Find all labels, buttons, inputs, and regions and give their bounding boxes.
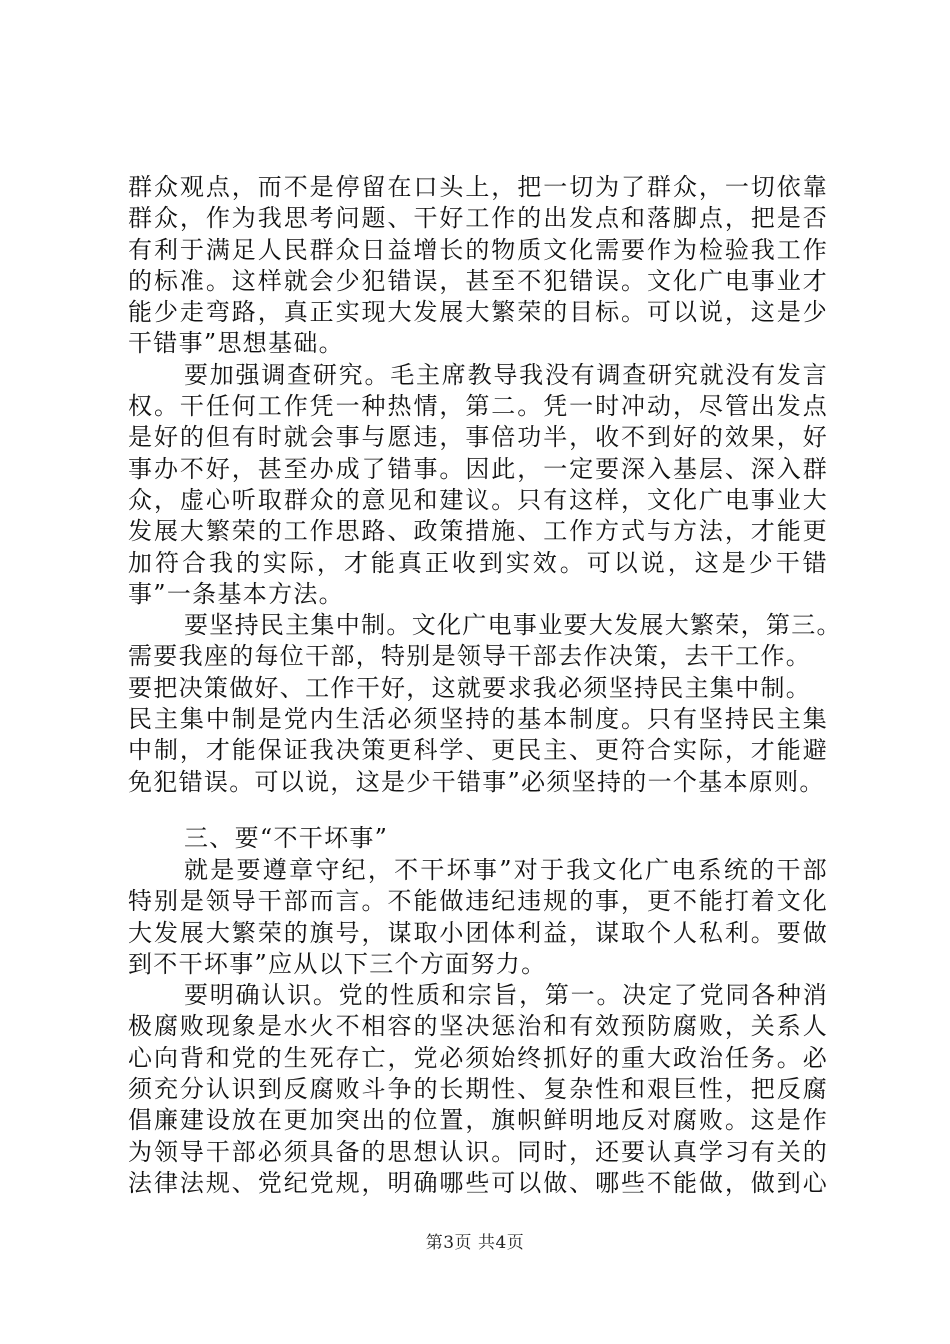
text-line: 法律法规、党纪党规，明确哪些可以做、哪些不能做，做到心 <box>128 1168 828 1197</box>
text-line: 群众，作为我思考问题、干好工作的出发点和落脚点，把是否 <box>128 204 828 233</box>
text-line: 免犯错误。可以说，这是少干错事”必须坚持的一个基本原则。 <box>128 767 825 796</box>
paragraph-gap <box>128 798 828 821</box>
text-line: 能少走弯路，真正实现大发展大繁荣的目标。可以说，这是少 <box>128 298 828 327</box>
text-line: 需要我座的每位干部，特别是领导干部去作决策，去干工作。 <box>128 642 812 671</box>
text-line: 就是要遵章守纪，不干坏事”对于我文化广电系统的干部 <box>184 855 828 884</box>
text-line: 有利于满足人民群众日益增长的物质文化需要作为检验我工作 <box>128 235 828 264</box>
document-body <box>128 172 842 1199</box>
text-line: 事办不好，甚至办成了错事。因此，一定要深入基层、深入群 <box>128 454 828 483</box>
page-number: 第3页 共4页 <box>425 1233 525 1253</box>
text-line: 特别是领导干部而言。不能做违纪违规的事，更不能打着文化 <box>128 887 828 916</box>
text-line: 倡廉建设放在更加突出的位置，旗帜鲜明地反对腐败。这是作 <box>128 1106 828 1135</box>
paragraph-mass-viewpoint <box>128 172 828 360</box>
text-line: 到不干坏事”应从以下三个方面努力。 <box>128 949 547 978</box>
text-line: 加符合我的实际，才能真正收到实效。可以说，这是少干错 <box>128 548 828 577</box>
text-line: 要加强调查研究。毛主席教导我没有调查研究就没有发言 <box>184 360 828 389</box>
text-line: 众，虚心听取群众的意见和建议。只有这样，文化广电事业大 <box>128 485 828 514</box>
text-line: 中制，才能保证我决策更科学、更民主、更符合实际，才能避 <box>128 736 828 765</box>
text-line: 民主集中制是党内生活必须坚持的基本制度。只有坚持民主集 <box>128 705 828 734</box>
paragraph-discipline <box>128 855 828 980</box>
text-line: 须充分认识到反腐败斗争的长期性、复杂性和艰巨性，把反腐 <box>128 1075 828 1104</box>
paragraph-clear-awareness <box>128 980 828 1199</box>
text-line: 事”一条基本方法。 <box>128 579 344 608</box>
text-line: 要把决策做好、工作干好，这就要求我必须坚持民主集中制。 <box>128 673 812 702</box>
text-line: 极腐败现象是水火不相容的坚决惩治和有效预防腐败，关系人 <box>128 1012 828 1041</box>
text-line: 为领导干部必须具备的思想认识。同时，还要认真学习有关的 <box>128 1137 828 1166</box>
text-line: 权。干任何工作凭一种热情，第二。凭一时冲动，尽管出发点 <box>128 392 828 421</box>
text-line: 心向背和党的生死存亡，党必须始终抓好的重大政治任务。必 <box>128 1043 828 1072</box>
text-line: 要明确认识。党的性质和宗旨，第一。决定了党同各种消 <box>184 981 828 1010</box>
text-line: 群众观点，而不是停留在口头上，把一切为了群众，一切依靠 <box>128 173 828 201</box>
text-line: 要坚持民主集中制。文化广电事业要大发展大繁荣，第三。 <box>184 611 842 640</box>
paragraph-democratic-centralism <box>128 610 842 798</box>
section-heading: 三、要“不干坏事” <box>184 823 389 852</box>
text-line: 发展大繁荣的工作思路、政策措施、工作方式与方法，才能更 <box>128 517 828 546</box>
text-line: 是好的但有时就会事与愿违，事倍功半，收不到好的效果，好 <box>128 423 828 452</box>
text-line: 的标准。这样就会少犯错误，甚至不犯错误。文化广电事业才 <box>128 266 828 295</box>
paragraph-research <box>128 360 828 610</box>
text-line: 干错事”思想基础。 <box>128 329 344 358</box>
text-line: 大发展大繁荣的旗号，谋取小团体利益，谋取个人私利。要做 <box>128 918 828 947</box>
